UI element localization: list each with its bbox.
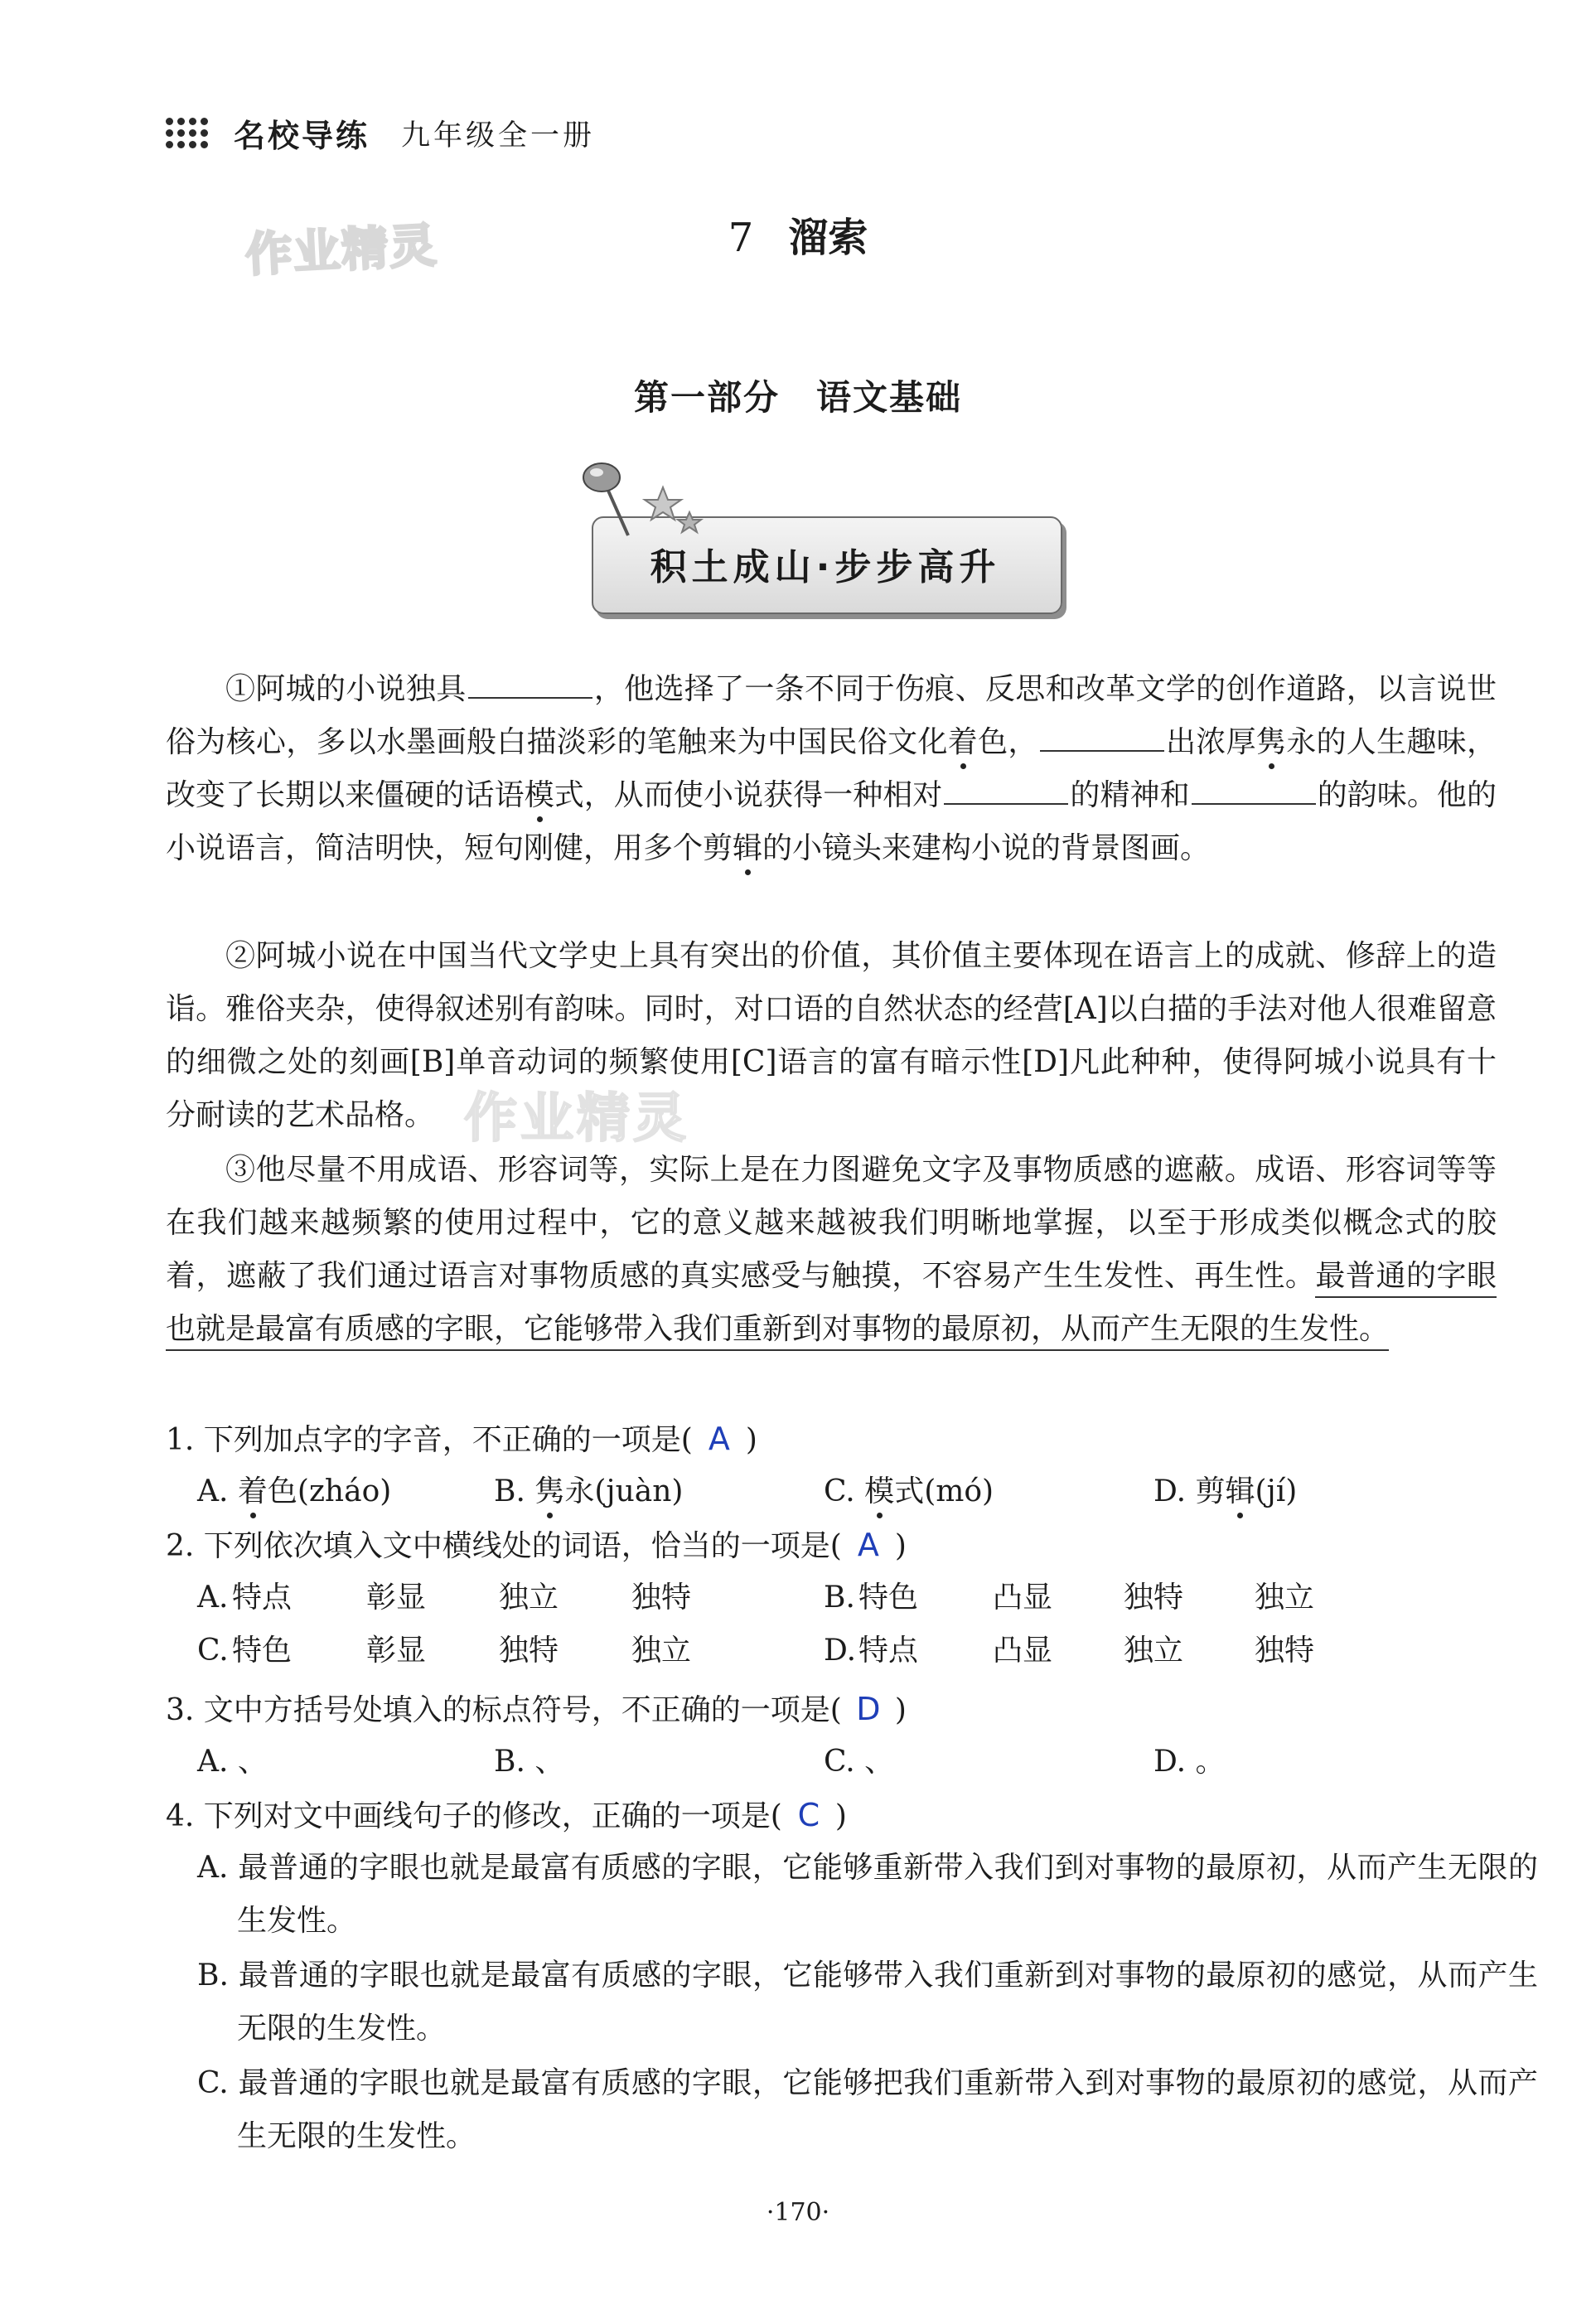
q2-option-word: 特点 <box>858 1634 919 1668</box>
lesson-name: 溜索 <box>788 215 868 261</box>
q2-option-word: 特点 <box>232 1581 293 1615</box>
fill-blank-3 <box>944 778 1068 805</box>
q3-option-b: B. 、 <box>494 1745 565 1779</box>
q2-option-word: 特色 <box>858 1581 919 1615</box>
q2-option-d-label: D. <box>824 1634 857 1668</box>
part-title-right: 语文基础 <box>816 377 963 418</box>
lesson-number: 7 <box>728 215 754 261</box>
question-1: 1. 下列加点字的字音，不正确的一项是( A ) <box>166 1412 757 1467</box>
answer-4: C <box>797 1797 820 1833</box>
fill-blank-4 <box>1192 778 1316 805</box>
banner-title: 积土成山·步步高升 <box>650 546 1001 588</box>
book-grade: 九年级全一册 <box>401 119 596 153</box>
passage-paragraph-3: ③他尽量不用成语、形容词等，实际上是在力图避免文字及事物质感的遮蔽。成语、形容词等等在我们越来越频繁的使用过程中，它的意义越来越被我们明晰地掌握，以至于形成类似概念式的胶着，遮蔽了我们通过语言对事物质感的真实感受与触摸，不容易产生生发性、再生性。最普通的字眼也就是最富有质感的字眼，它能够带入我们重新到对事物的最原初，从而产生无限的生发性。 <box>166 1144 1497 1356</box>
answer-3: D <box>856 1691 881 1727</box>
book-brand: 名校导练 <box>234 118 370 154</box>
question-2: 2. 下列依次填入文中横线处的词语，恰当的一项是( A ) <box>166 1518 907 1573</box>
q2-option-word: 凸显 <box>993 1581 1053 1615</box>
answer-2: A <box>857 1527 879 1563</box>
answer-1: A <box>708 1421 730 1457</box>
q2-option-word: 独立 <box>499 1581 559 1615</box>
q4-option-b: B. 最普通的字眼也就是最富有质感的字眼，它能够带入我们重新到对事物的最原初的感觉，从而产生无限的生发性。 <box>197 1958 1538 2046</box>
q2-option-word: 独立 <box>1255 1581 1315 1615</box>
q2-option-word: 独立 <box>631 1634 692 1668</box>
q2-option-b-label: B. <box>824 1581 855 1615</box>
q2-option-word: 独立 <box>1124 1634 1184 1668</box>
fill-blank-2 <box>1040 725 1164 752</box>
q4-option-c: C. 最普通的字眼也就是最富有质感的字眼，它能够把我们重新带入到对事物的最原初的感觉，从而产生无限的生发性。 <box>197 2066 1538 2153</box>
q2-option-a-label: A. <box>197 1581 229 1615</box>
q2-option-word: 独特 <box>631 1581 692 1615</box>
passage-paragraph-1: ①阿城的小说独具 ，他选择了一条不同于伤痕、反思和改革文学的创作道路，以言说世俗为核心，多以水墨画般白描淡彩的笔触来为中国民俗文化着色， 出浓厚隽永的人生趣味，改变了长期以来僵硬的话语模式，从而使小说获得一种相对 的精神和 的韵味。他的小说语言，简洁明快，短句刚健，用多个剪辑的小镜头来建构小说的背景图画。 <box>166 672 1497 865</box>
passage-paragraph-2: ②阿城小说在中国当代文学史上具有突出的价值，其价值主要体现在语言上的成就、修辞上的造诣。雅俗夹杂，使得叙述别有韵味。同时，对口语的自然状态的经营[A]以白描的手法对他人很难留意的细微之处的刻画[B]单音动词的频繁使用[C]语言的富有暗示性[D]凡此种种，使得阿城小说具有十分耐读的艺术品格。 <box>166 939 1497 1132</box>
underlined-sentence: 最普通的字眼也就是最富有质感的字眼，它能够带入我们重新到对事物的最原初，从而产生无限的生发性。 <box>166 1259 1497 1351</box>
q3-option-a: A. 、 <box>197 1745 268 1779</box>
q2-option-word: 彰显 <box>366 1634 427 1668</box>
dotted-char: 辑 <box>733 831 763 865</box>
lesson-title <box>0 206 1596 263</box>
page-number: ·170· <box>766 2198 830 2227</box>
q1-option-c: C. 模式(mó) <box>824 1474 994 1508</box>
dotted-char: 模 <box>524 778 554 812</box>
q1-option-b: B. 隽永(juàn) <box>494 1474 684 1508</box>
q4-option-a: A. 最普通的字眼也就是最富有质感的字眼，它能够重新带入我们到对事物的最原初，从而产生无限的生发性。 <box>197 1851 1538 1938</box>
q3-option-d: D. 。 <box>1153 1745 1226 1779</box>
part-title <box>0 370 1596 420</box>
q2-option-word: 特色 <box>232 1634 293 1668</box>
watermark: 作业精灵 <box>244 218 439 283</box>
question-4: 4. 下列对文中画线句子的修改，正确的一项是( C ) <box>166 1789 847 1843</box>
q2-option-word: 凸显 <box>993 1634 1053 1668</box>
q3-option-c: C. 、 <box>824 1745 895 1779</box>
brand-dots-icon <box>166 118 217 146</box>
question-3: 3. 文中方括号处填入的标点符号，不正确的一项是( D ) <box>166 1682 907 1737</box>
q2-option-word: 独特 <box>1124 1581 1184 1615</box>
q1-option-a: A. 着色(zháo) <box>197 1474 392 1508</box>
q2-option-word: 独特 <box>499 1634 559 1668</box>
q1-option-d: D. 剪辑(jí) <box>1153 1474 1298 1508</box>
q2-option-word: 彰显 <box>366 1581 427 1615</box>
q2-option-word: 独特 <box>1255 1634 1315 1668</box>
watermark-faint: 作业精灵 <box>464 1088 689 1150</box>
dotted-char: 隽 <box>1255 725 1287 759</box>
dotted-char: 着 <box>947 725 979 759</box>
part-title-left: 第一部分 <box>633 377 780 418</box>
q2-option-c-label: C. <box>197 1634 229 1668</box>
fill-blank-1 <box>468 672 592 699</box>
